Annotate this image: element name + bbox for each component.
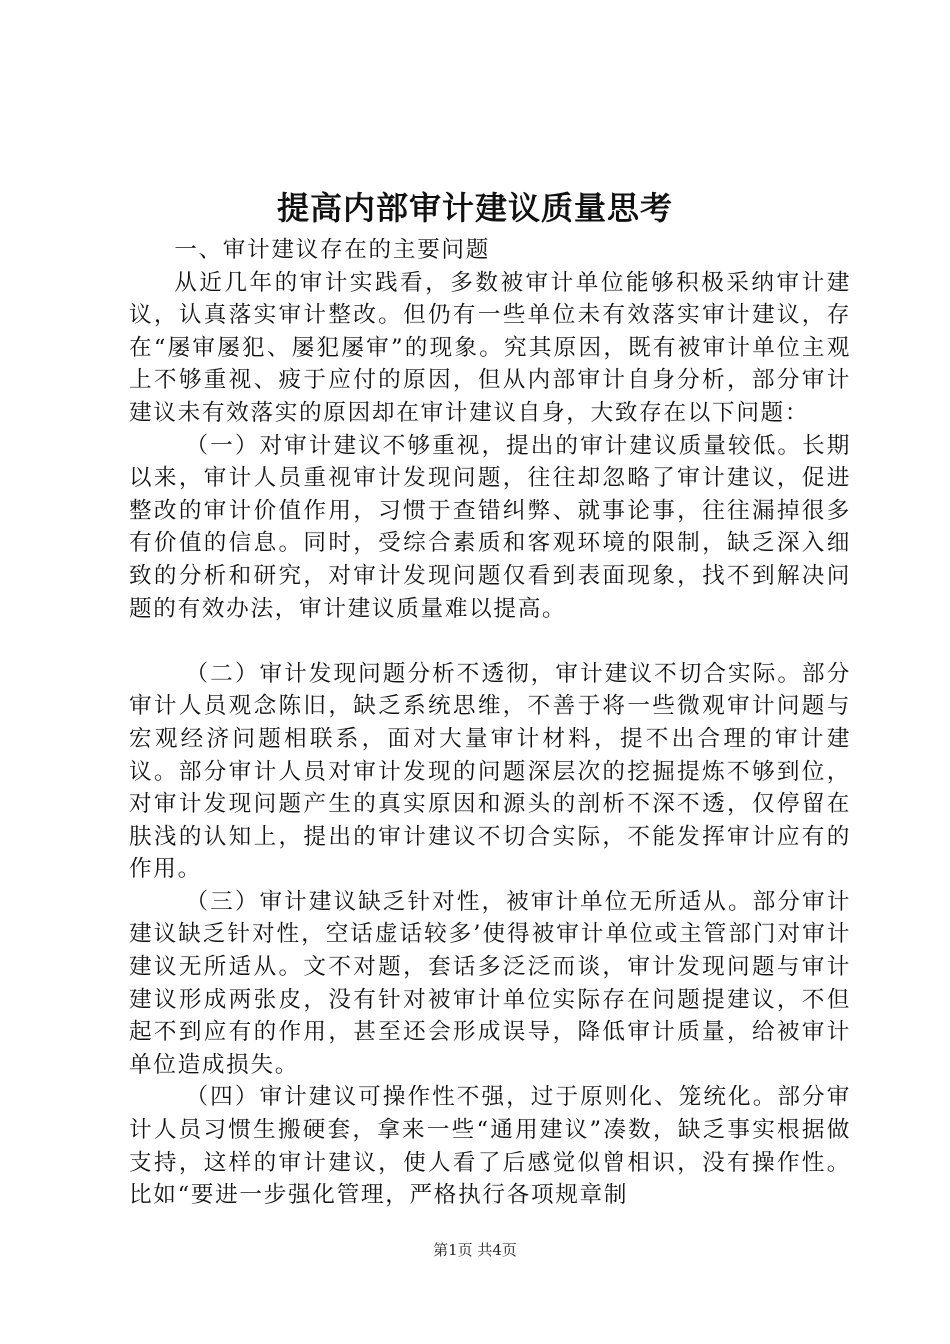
body-paragraph: 从近几年的审计实践看，多数被审计单位能够积极采纳审计建议，认真落实审计整改。但仍有一些单位未有效落实审计建议，存在“屡审屡犯、屡犯屡审”的现象。究其原因，既有被审计单位主观上不够重视、疲于应付的原因，但从内部审计自身分析，部分审计建议未有效落实的原因却在审计建议自身，大致存在以下问题： — [129, 269, 851, 426]
body-paragraph: （四）审计建议可操作性不强，过于原则化、笼统化。部分审计人员习惯生搬硬套，拿来一些“通用建议”凑数，缺乏事实根据做支持，这样的审计建议，使人看了后感觉似曾相识，没有操作性。比如“要进一步强化管理，严格执行各项规章制 — [129, 1084, 851, 1209]
document-body — [129, 234, 851, 1212]
body-paragraph: （三）审计建议缺乏针对性，被审计单位无所适从。部分审计建议缺乏针对性，空话虚话较多’使得被审计单位或主管部门对审计建议无所适从。文不对题，套话多泛泛而谈，审计发现问题与审计建议形成两张皮，没有针对被审计单位实际存在问题提建议，不但起不到应有的作用，甚至还会形成误导，降低审计质量，给被审计单位造成损失。 — [129, 888, 851, 1078]
document-title: 提高内部审计建议质量思考 — [276, 189, 673, 227]
body-paragraph: （一）对审计建议不够重视，提出的审计建议质量较低。长期以来，审计人员重视审计发现问题，往往却忽略了审计建议，促进整改的审计价值作用，习惯于查错纠弊、就事论事，往往漏掉很多有价值的信息。同时，受综合素质和客观环境的限制，缺乏深入细致的分析和研究，对审计发现问题仅看到表面现象，找不到解决问题的有效办法，审计建议质量难以提高。 — [129, 432, 851, 622]
page-number-footer: 第1页 共4页 — [433, 1241, 517, 1259]
section-heading: 一、审计建议存在的主要问题 — [174, 237, 491, 263]
body-paragraph: （二）审计发现问题分析不透彻，审计建议不切合实际。部分审计人员观念陈旧，缺乏系统思维，不善于将一些微观审计问题与宏观经济问题相联系，面对大量审计材料，提不出合理的审计建议。部分审计人员对审计发现的问题深层次的挖掘提炼不够到位，对审计发现问题产生的真实原因和源头的剖析不深不透，仅停留在肤浅的认知上，提出的审计建议不切合实际，不能发挥审计应有的作用。 — [129, 660, 851, 883]
